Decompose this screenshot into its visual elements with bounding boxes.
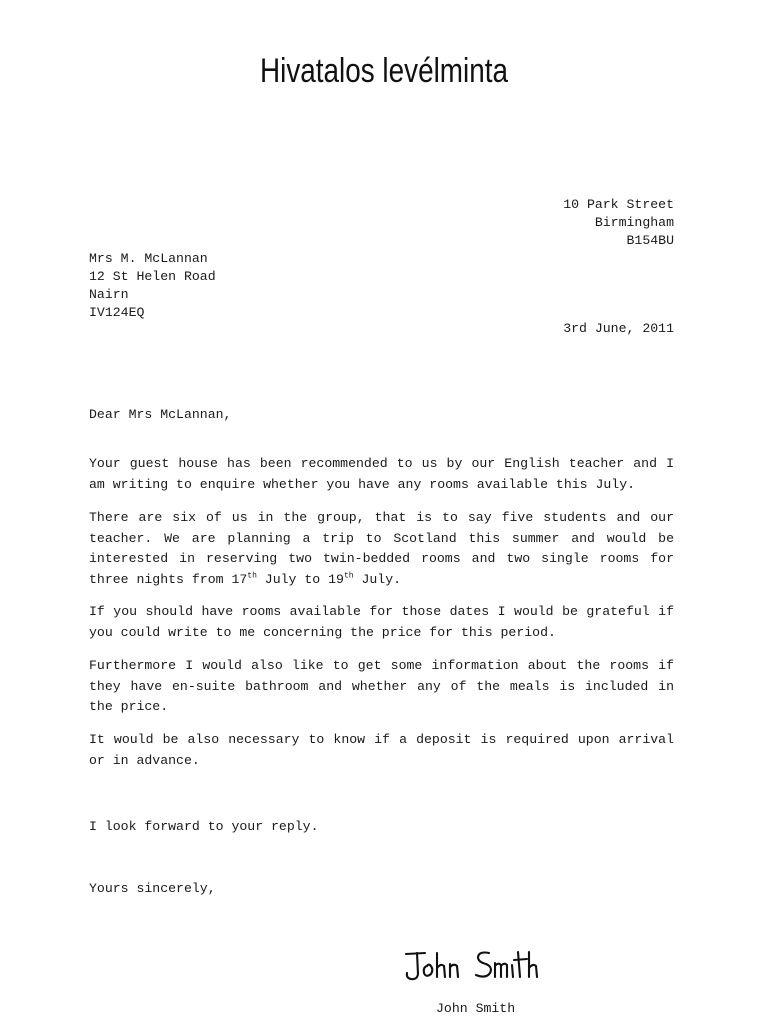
paragraph-text: July. [353, 571, 402, 587]
ordinal-suffix: th [247, 571, 257, 581]
document-title: Hivatalos levélminta [260, 52, 508, 90]
salutation: Dear Mrs McLannan, [89, 407, 232, 422]
signed-name: John Smith [436, 1001, 516, 1016]
ordinal-suffix: th [343, 571, 354, 581]
body-paragraph-4: Furthermore I would also like to get some information about the rooms if they have en-suite bathroom and whether any of the meals is included in the price. [89, 658, 674, 714]
body-paragraph-5: It would be also necessary to know if a deposit is required upon arrival or in advance. [89, 732, 674, 768]
body-paragraph-2 [89, 508, 674, 590]
closing-line: I look forward to your reply. [89, 819, 319, 834]
handwritten-signature [403, 944, 553, 988]
sender-address [563, 196, 674, 250]
recipient-address-line: Mrs M. McLannan [89, 251, 208, 266]
sender-address-line: Birmingham [594, 215, 674, 230]
recipient-address-line: 12 St Helen Road [89, 269, 216, 284]
recipient-address-line: Nairn [89, 287, 129, 302]
paragraph-text: There are six of us in the group, that is to say five students and our teacher. We are planning a trip to Scotland this summer and would be interested in reserving two twin-bedded rooms and two single rooms for three nights from 17 [89, 510, 674, 587]
paragraph-text: July to 19 [256, 571, 344, 587]
recipient-address-line: IV124EQ [89, 305, 145, 320]
letter-date: 3rd June, 2011 [563, 321, 674, 336]
sender-address-line: 10 Park Street [563, 197, 674, 212]
recipient-address [89, 250, 216, 322]
valediction: Yours sincerely, [89, 881, 216, 896]
body-paragraph-3: If you should have rooms available for those dates I would be grateful if you could write to me concerning the price for this period. [89, 604, 674, 640]
sender-address-line: B154BU [626, 233, 674, 248]
body-paragraph-1: Your guest house has been recommended to us by our English teacher and I am writing to enquire whether you have any rooms available this July. [89, 456, 674, 492]
